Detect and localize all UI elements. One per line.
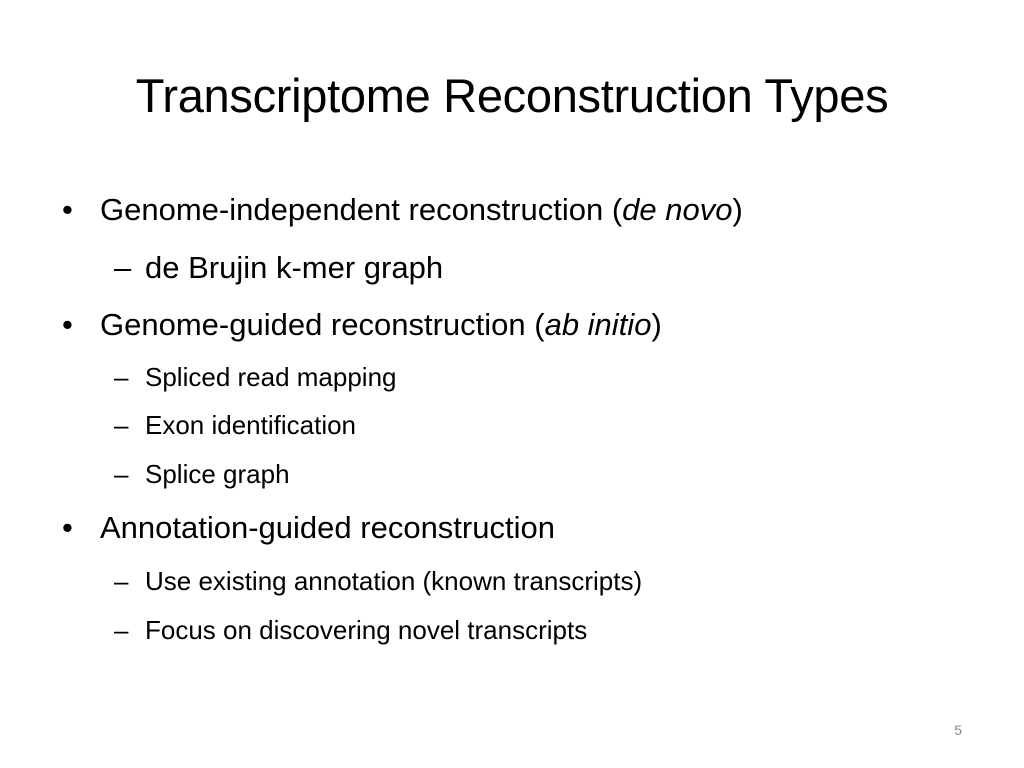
subbullet-text: Spliced read mapping bbox=[145, 362, 397, 392]
subbullet-text: Use existing annotation (known transcripts) bbox=[145, 566, 643, 596]
bullet-mark: • bbox=[62, 510, 73, 545]
dash-mark: – bbox=[114, 566, 129, 596]
bullet-text: Genome-independent reconstruction (de novo) bbox=[100, 192, 743, 227]
bullet-text: Genome-guided reconstruction (ab initio) bbox=[100, 307, 662, 342]
bullet-mark: • bbox=[62, 192, 73, 227]
dash-mark: – bbox=[114, 615, 129, 645]
subbullet-text: Focus on discovering novel transcripts bbox=[145, 615, 588, 645]
dash-mark: – bbox=[114, 410, 129, 440]
dash-mark: – bbox=[114, 362, 129, 392]
subbullet-text: de Brujin k-mer graph bbox=[145, 250, 444, 285]
bullet-mark: • bbox=[62, 307, 73, 342]
bullet-text: Annotation-guided reconstruction bbox=[100, 510, 555, 545]
page-number: 5 bbox=[954, 722, 962, 738]
subbullet-text: Splice graph bbox=[145, 459, 290, 489]
slide-title: Transcriptome Reconstruction Types bbox=[135, 69, 889, 122]
dash-mark: – bbox=[114, 250, 132, 285]
dash-mark: – bbox=[114, 459, 129, 489]
subbullet-text: Exon identification bbox=[145, 410, 357, 440]
